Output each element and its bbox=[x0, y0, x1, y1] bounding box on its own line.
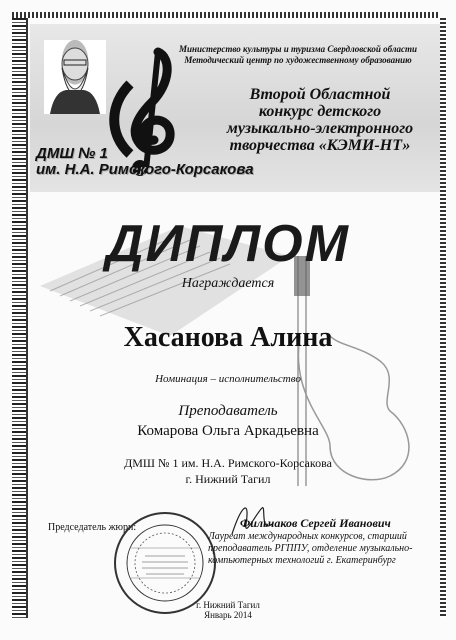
footer-date: Январь 2014 bbox=[204, 610, 252, 620]
contest-title bbox=[200, 86, 440, 154]
contest-line-3: музыкально-электронного bbox=[226, 120, 414, 137]
jury-chair-name: Фильчаков Сергей Иванович bbox=[240, 516, 391, 530]
jury-chair-title: Лауреат международных конкурсов, старший преподаватель РГППУ, отделение музыкально-компьютерных технологий г. Екатеринбург bbox=[208, 531, 413, 566]
ministry-line-1: Министерство культуры и туризма Свердловской области bbox=[179, 44, 417, 54]
recipient-name: Хасанова Алина bbox=[123, 322, 333, 353]
city-line: г. Нижний Тагил bbox=[185, 472, 271, 486]
school-line: ДМШ № 1 им. Н.А. Римского-Корсакова bbox=[124, 456, 332, 470]
ministry-header bbox=[168, 44, 428, 66]
jury-chair-label: Председатель жюри: bbox=[48, 522, 137, 533]
awarded-label: Награждается bbox=[181, 276, 275, 291]
rimsky-korsakov-portrait bbox=[44, 40, 106, 114]
school-line-1: ДМШ № 1 bbox=[36, 145, 108, 162]
ornamental-border-top bbox=[12, 12, 440, 18]
ministry-line-2: Методический центр по художественному образованию bbox=[184, 55, 412, 65]
teacher-label: Преподаватель bbox=[178, 403, 278, 419]
teacher-name: Комарова Ольга Аркадьевна bbox=[137, 423, 319, 439]
footer-city: г. Нижний Тагил bbox=[196, 600, 260, 610]
contest-line-2: конкурс детского bbox=[258, 103, 382, 120]
ornamental-border-left bbox=[12, 18, 28, 618]
school-logo-text bbox=[36, 146, 256, 178]
ornamental-border-right bbox=[440, 18, 446, 618]
nomination: Номинация – исполнительство bbox=[155, 373, 301, 385]
school-line-2: им. Н.А. Римского-Корсакова bbox=[36, 161, 254, 178]
contest-line-1: Второй Областной bbox=[249, 86, 391, 103]
contest-line-4: творчества «КЭМИ-НТ» bbox=[229, 137, 411, 154]
diploma-title: ДИПЛОМ bbox=[106, 215, 350, 273]
